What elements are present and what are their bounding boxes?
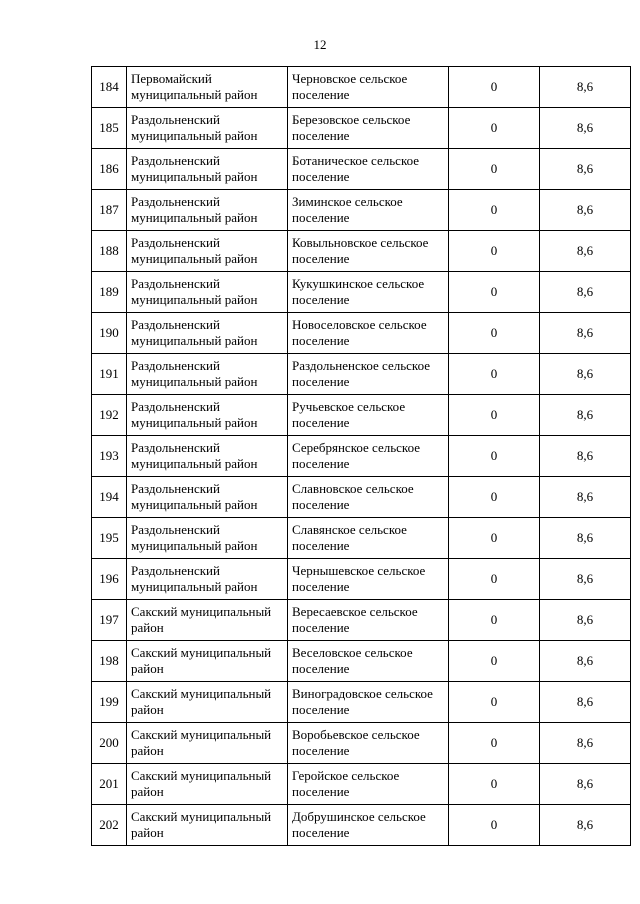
district-cell: Раздольненский муниципальный район xyxy=(127,354,288,395)
table-row xyxy=(92,436,631,477)
table-row xyxy=(92,354,631,395)
district-cell: Сакский муниципальный район xyxy=(127,600,288,641)
value1-cell: 0 xyxy=(449,108,540,149)
value1-cell: 0 xyxy=(449,231,540,272)
value2-cell: 8,6 xyxy=(540,313,631,354)
district-cell: Сакский муниципальный район xyxy=(127,723,288,764)
settlement-cell: Черновское сельское поселение xyxy=(288,67,449,108)
row-number: 195 xyxy=(92,518,127,559)
value1-cell: 0 xyxy=(449,518,540,559)
row-number: 184 xyxy=(92,67,127,108)
settlement-cell: Ботаническое сельское поселение xyxy=(288,149,449,190)
settlement-cell: Славновское сельское поселение xyxy=(288,477,449,518)
table-row xyxy=(92,764,631,805)
value2-cell: 8,6 xyxy=(540,600,631,641)
district-cell: Раздольненский муниципальный район xyxy=(127,313,288,354)
value1-cell: 0 xyxy=(449,190,540,231)
district-cell: Сакский муниципальный район xyxy=(127,641,288,682)
district-cell: Сакский муниципальный район xyxy=(127,682,288,723)
table-row xyxy=(92,682,631,723)
row-number: 188 xyxy=(92,231,127,272)
row-number: 202 xyxy=(92,805,127,846)
table-row xyxy=(92,190,631,231)
value1-cell: 0 xyxy=(449,395,540,436)
value1-cell: 0 xyxy=(449,805,540,846)
value2-cell: 8,6 xyxy=(540,149,631,190)
district-cell: Раздольненский муниципальный район xyxy=(127,231,288,272)
value2-cell: 8,6 xyxy=(540,272,631,313)
row-number: 193 xyxy=(92,436,127,477)
value2-cell: 8,6 xyxy=(540,231,631,272)
value2-cell: 8,6 xyxy=(540,518,631,559)
row-number: 196 xyxy=(92,559,127,600)
table-row xyxy=(92,272,631,313)
value1-cell: 0 xyxy=(449,723,540,764)
settlement-cell: Веселовское сельское поселение xyxy=(288,641,449,682)
settlement-cell: Раздольненское сельское поселение xyxy=(288,354,449,395)
value2-cell: 8,6 xyxy=(540,395,631,436)
value2-cell: 8,6 xyxy=(540,354,631,395)
settlement-cell: Зиминское сельское поселение xyxy=(288,190,449,231)
row-number: 187 xyxy=(92,190,127,231)
settlement-cell: Ручьевское сельское поселение xyxy=(288,395,449,436)
row-number: 194 xyxy=(92,477,127,518)
row-number: 192 xyxy=(92,395,127,436)
district-cell: Раздольненский муниципальный район xyxy=(127,559,288,600)
district-cell: Раздольненский муниципальный район xyxy=(127,108,288,149)
district-cell: Раздольненский муниципальный район xyxy=(127,395,288,436)
district-cell: Раздольненский муниципальный район xyxy=(127,190,288,231)
district-cell: Раздольненский муниципальный район xyxy=(127,518,288,559)
row-number: 191 xyxy=(92,354,127,395)
value2-cell: 8,6 xyxy=(540,67,631,108)
settlement-cell: Воробьевское сельское поселение xyxy=(288,723,449,764)
settlement-cell: Серебрянское сельское поселение xyxy=(288,436,449,477)
row-number: 189 xyxy=(92,272,127,313)
district-cell: Раздольненский муниципальный район xyxy=(127,149,288,190)
settlement-cell: Чернышевское сельское поселение xyxy=(288,559,449,600)
table-row xyxy=(92,723,631,764)
row-number: 197 xyxy=(92,600,127,641)
settlement-cell: Добрушинское сельское поселение xyxy=(288,805,449,846)
table-row xyxy=(92,805,631,846)
table-row xyxy=(92,559,631,600)
value1-cell: 0 xyxy=(449,272,540,313)
value1-cell: 0 xyxy=(449,641,540,682)
value2-cell: 8,6 xyxy=(540,108,631,149)
settlement-cell: Новоселовское сельское поселение xyxy=(288,313,449,354)
value1-cell: 0 xyxy=(449,764,540,805)
value2-cell: 8,6 xyxy=(540,436,631,477)
table-row xyxy=(92,108,631,149)
district-cell: Первомайский муниципальный район xyxy=(127,67,288,108)
value1-cell: 0 xyxy=(449,313,540,354)
settlement-cell: Кукушкинское сельское поселение xyxy=(288,272,449,313)
district-cell: Сакский муниципальный район xyxy=(127,764,288,805)
table-row xyxy=(92,518,631,559)
table-body xyxy=(92,67,631,846)
value1-cell: 0 xyxy=(449,477,540,518)
value1-cell: 0 xyxy=(449,67,540,108)
value2-cell: 8,6 xyxy=(540,805,631,846)
district-cell: Раздольненский муниципальный район xyxy=(127,477,288,518)
value1-cell: 0 xyxy=(449,559,540,600)
value1-cell: 0 xyxy=(449,436,540,477)
row-number: 198 xyxy=(92,641,127,682)
value1-cell: 0 xyxy=(449,682,540,723)
settlement-cell: Ковыльновское сельское поселение xyxy=(288,231,449,272)
value2-cell: 8,6 xyxy=(540,559,631,600)
settlement-cell: Геройское сельское поселение xyxy=(288,764,449,805)
settlement-cell: Виноградовское сельское поселение xyxy=(288,682,449,723)
settlement-cell: Вересаевское сельское поселение xyxy=(288,600,449,641)
settlement-cell: Березовское сельское поселение xyxy=(288,108,449,149)
row-number: 199 xyxy=(92,682,127,723)
settlement-cell: Славянское сельское поселение xyxy=(288,518,449,559)
table-row xyxy=(92,395,631,436)
value2-cell: 8,6 xyxy=(540,190,631,231)
row-number: 201 xyxy=(92,764,127,805)
row-number: 186 xyxy=(92,149,127,190)
value2-cell: 8,6 xyxy=(540,641,631,682)
value1-cell: 0 xyxy=(449,149,540,190)
district-cell: Раздольненский муниципальный район xyxy=(127,436,288,477)
district-cell: Сакский муниципальный район xyxy=(127,805,288,846)
row-number: 200 xyxy=(92,723,127,764)
table-row xyxy=(92,67,631,108)
table-row xyxy=(92,600,631,641)
value1-cell: 0 xyxy=(449,600,540,641)
table-row xyxy=(92,641,631,682)
row-number: 185 xyxy=(92,108,127,149)
table-row xyxy=(92,231,631,272)
value2-cell: 8,6 xyxy=(540,477,631,518)
district-cell: Раздольненский муниципальный район xyxy=(127,272,288,313)
page-number: 12 xyxy=(313,37,327,52)
settlements-table xyxy=(91,66,631,846)
value2-cell: 8,6 xyxy=(540,764,631,805)
row-number: 190 xyxy=(92,313,127,354)
table-row xyxy=(92,313,631,354)
value2-cell: 8,6 xyxy=(540,723,631,764)
table-row xyxy=(92,149,631,190)
value2-cell: 8,6 xyxy=(540,682,631,723)
value1-cell: 0 xyxy=(449,354,540,395)
table-row xyxy=(92,477,631,518)
